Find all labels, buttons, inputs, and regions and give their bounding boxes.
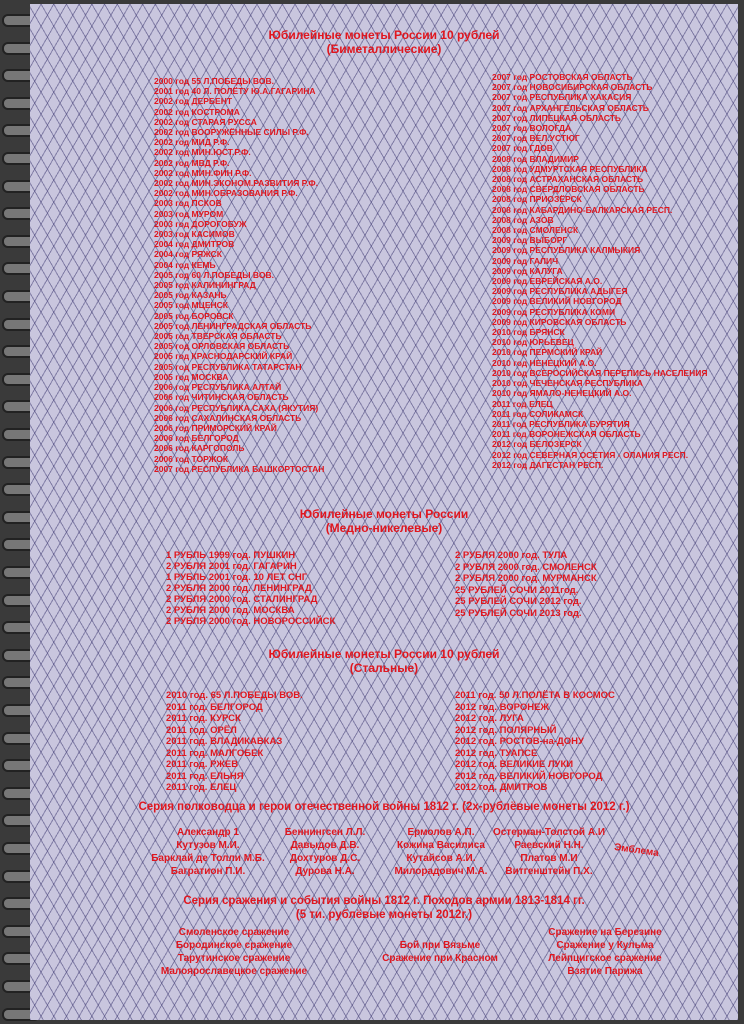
list-item: Барклай де Толли М.Б. [151, 853, 265, 864]
list-item: 2011 год СОЛИКАМСК [492, 408, 584, 419]
list-item: 2005 год МЦЕНСК [154, 300, 228, 311]
list-item: 2011 год. РЖЕВ [166, 759, 239, 770]
list-item: Платов М.И [520, 853, 578, 864]
list-item: 2006 год ЧИТИНСКАЯ ОБЛАСТЬ [154, 392, 289, 403]
steel-left-list [166, 690, 303, 794]
list-item: 2008 год АЗОВ [492, 214, 554, 225]
list-item: 2005 год ТВЕРСКАЯ ОБЛАСТЬ [154, 331, 282, 342]
list-item: 2010 год. 65 Л.ПОБЕДЫ ВОВ. [166, 690, 303, 701]
list-item: 1 РУБЛЬ 1999 год. ПУШКИН [166, 550, 296, 561]
list-item: Беннингсен Л.Л. [284, 827, 366, 838]
list-item: 2008 год КАБАРДИНО-БАЛКАРСКАЯ РЕСП. [492, 204, 673, 215]
list-item: 2011 год. ВЛАДИКАВКАЗ [166, 736, 283, 747]
battles-title [30, 894, 738, 922]
list-item: 2006 год БЕЛГОРОД [154, 433, 239, 444]
bimetal-right-list [492, 72, 707, 470]
list-item: 2011 год. 50 Л.ПОЛЁТА В КОСМОС [455, 690, 615, 701]
list-item: 2009 год РЕСПУБЛИКА АДЫГЕЯ [492, 286, 628, 297]
list-item: Раевский Н.Н. [514, 840, 584, 851]
list-item: 25 РУБЛЕЙ СОЧИ 2011год. [455, 584, 579, 596]
steel-title-line1: Юбилейные монеты России 10 рублей [268, 647, 500, 661]
list-item: 2011 год. ЕЛЬНЯ [166, 770, 244, 782]
emblem-label: Эмблема [613, 841, 660, 860]
list-item: 2002 год ДЕРБЕНТ [154, 96, 233, 107]
bimetal-title [30, 28, 738, 56]
list-item: 2003 год ПСКОВ [154, 198, 222, 209]
list-item: 2008 год ВЛАДИМИР [492, 153, 579, 164]
list-item: 2007 год ЛИПЕЦКАЯ ОБЛАСТЬ [492, 112, 622, 123]
list-item: 2 РУБЛЯ 2000 год. МУРМАНСК [455, 573, 597, 584]
list-item: 2012 год. РОСТОВ-на-ДОНУ [455, 736, 584, 747]
list-item: Дурова Н.А. [295, 866, 355, 877]
list-item: Милорадович М.А. [394, 866, 488, 877]
list-item: 2002 год ВООРУЖЁННЫЕ СИЛЫ Р.Ф. [154, 127, 309, 138]
list-item: 2007 год АРХАНГЕЛЬСКАЯ ОБЛАСТЬ [492, 102, 649, 113]
list-item: Смоленское сражение [178, 927, 290, 938]
list-item: Бородинское сражение [175, 940, 293, 951]
list-item: 2004 год РЯЖСК [154, 249, 222, 260]
battles-title-line1: Серия сражения и события войны 1812 г. Походов армии 1813-1814 гг. [183, 895, 585, 907]
list-item: 2012 год. ПОЛЯРНЫЙ [455, 724, 557, 736]
list-item: Остерман-Толстой А.И [492, 827, 606, 838]
list-item: 2 РУБЛЯ 2001 год. ГАГАРИН [166, 561, 297, 572]
cupronickel-title [30, 507, 738, 535]
list-item: 2009 год РЕСПУБЛИКА КОМИ [492, 306, 616, 317]
list-item: 2005 год КАЗАНЬ [154, 290, 227, 301]
list-item: 2002 год МИН.ЭКОНОМ.РАЗВИТИЯ Р.Ф. [154, 178, 319, 189]
list-item: 2012 год. ЛУГА [455, 713, 524, 724]
cupronickel-right-list [455, 550, 597, 619]
list-item: Малоярославецкое сражение [160, 966, 308, 977]
bimetal-left-list [154, 76, 324, 474]
cupronickel-left-list [166, 550, 335, 627]
list-item: Витгенштейн П.Х. [505, 866, 593, 877]
cupronickel-title-line1: Юбилейные монеты России [299, 507, 469, 521]
commanders-title: Серия полководца и герои отечественной войны 1812 г. (2х-рублёвые монеты 2012 г.) [138, 801, 630, 813]
list-item: 2009 год КИРОВСКАЯ ОБЛАСТЬ [492, 316, 627, 327]
list-item: 2004 год ДМИТРОВ [154, 239, 235, 250]
list-item: 2009 год ГАЛИЧ [492, 255, 559, 266]
list-item: 2007 год РОСТОВСКАЯ ОБЛАСТЬ [492, 72, 633, 82]
list-item: 2011 год РЕСПУБЛИКА БУРЯТИЯ [492, 418, 630, 429]
list-item: 2002 год МИН.ЮСТ.Р.Ф. [154, 147, 251, 158]
list-item: 2012 год. ДМИТРОВ [455, 782, 548, 793]
list-item: 2009 год ВЕЛИКИЙ НОВГОРОД [492, 296, 622, 307]
list-item: Багратион П.И. [170, 866, 246, 877]
list-item: 2010 год НЕНЕЦКИЙ А.О. [492, 357, 597, 368]
list-item: 2012 год СЕВЕРНАЯ ОСЕТИЯ - ОЛАНИЯ РЕСП. [492, 449, 689, 460]
bimetal-title-line2: (Биметаллические) [326, 42, 442, 56]
list-item: Тарутинское сражение [177, 953, 291, 964]
list-item: 2005 год КРАСНОДАРСКИЙ КРАЙ [154, 351, 293, 362]
list-item: 1 РУБЛЬ 2001 год. 10 ЛЕТ СНГ [166, 572, 308, 583]
list-item: 25 РУБЛЕЙ СОЧИ 2012 год. [455, 596, 582, 607]
list-item: 2011 год. ЕЛЕЦ [166, 782, 237, 793]
list-item: 2008 год СМОЛЕНСК [492, 225, 579, 236]
list-item: 2009 год РЕСПУБЛИКА КАЛМЫКИЯ [492, 245, 641, 256]
list-item: 2002 год МИН.ОБРАЗОВАНИЯ Р.Ф. [154, 188, 298, 199]
steel-right-list [455, 690, 615, 794]
list-item: 2002 год МВД Р.Ф. [154, 157, 230, 168]
battles-title-line2: (5 ти. рублёвые монеты 2012г.) [295, 909, 473, 921]
list-item: 2011 год. КУРСК [166, 713, 241, 724]
list-item: 2011 год ЕЛЕЦ [492, 398, 553, 409]
battles-col2 [370, 939, 510, 965]
list-item: Сражение на Березине [548, 927, 662, 938]
list-item: 2006 год ТОРЖОК [154, 453, 229, 464]
list-item: 2011 год. БЕЛГОРОД [166, 701, 263, 713]
list-item: Ермолов А.П. [407, 827, 475, 838]
list-item: 2010 год ЯМАЛО-НЕНЕЦКИЙ А.О. [492, 388, 632, 399]
list-item: 2001 год 40 Л. ПОЛЁТУ Ю.А.ГАГАРИНА [154, 86, 316, 97]
list-item: Давыдов Д.В. [290, 840, 360, 851]
list-item: 2008 год УДМУРТСКАЯ РЕСПУБЛИКА [492, 163, 648, 174]
list-item: Кожина Василиса [397, 840, 485, 851]
list-item: 2011 год. ОРЁЛ [166, 724, 237, 736]
list-item: 2005 год ОРЛОВСКАЯ ОБЛАСТЬ [154, 341, 290, 352]
list-item: 2002 год МИН.ФИН Р.Ф. [154, 167, 252, 178]
list-item: 2003 год ДОРОГОБУЖ [154, 218, 247, 229]
list-item: 2 РУБЛЯ 2000 год. ТУЛА [455, 550, 568, 561]
list-item: 2011 год. МАЛГОБЕК [166, 747, 264, 759]
list-item: 2 РУБЛЯ 2000 год. СТАЛИНГРАД [166, 594, 318, 605]
list-item: Дохтуров Д.С. [289, 853, 361, 864]
list-item: 2002 год МИД Р.Ф. [154, 137, 230, 148]
list-item: Взятие Парижа [567, 966, 643, 977]
list-item: 2005 год 60 Л.ПОБЕДЫ ВОВ. [154, 269, 274, 280]
steel-title-line2: (Стальные) [349, 661, 419, 675]
list-item: 2007 год РЕСПУБЛИКА БАШКОРТОСТАН [154, 463, 325, 474]
list-item: 2008 год СВЕРДЛОВСКАЯ ОБЛАСТЬ [492, 184, 645, 195]
list-item: 2009 год ЕВРЕЙСКАЯ А.О. [492, 276, 603, 287]
battles-col1 [148, 926, 320, 978]
list-item: 2004 год КЕМЬ [154, 259, 216, 270]
list-item: 2006 год ПРИМОРСКИЙ КРАЙ [154, 422, 277, 433]
list-item: 2003 год МУРОМ [154, 208, 224, 219]
list-item: 2002 год СТАРАЯ РУССА [154, 116, 257, 127]
battles-col3 [530, 926, 680, 978]
list-item: 2009 год ВЫБОРГ [492, 235, 568, 246]
list-item: Сражение при Красном [382, 953, 498, 964]
list-item: 2000 год 55 Л.ПОБЕДЫ ВОВ. [154, 76, 274, 86]
list-item: 2005 год КАЛИНИНГРАД [154, 280, 256, 291]
list-item: 2 РУБЛЯ 2000 год. ЛЕНИНГРАД [166, 583, 312, 594]
list-item: 2007 год ГДОВ [492, 143, 553, 154]
list-item: 2011 год ВОРОНЕЖСКАЯ ОБЛАСТЬ [492, 429, 641, 440]
list-item: 2010 год ПЕРМСКИЙ КРАЙ [492, 347, 603, 358]
list-item: 2006 год РЕСПУБЛИКА АЛТАЙ [154, 382, 282, 393]
list-item: 2010 год ЧЕЧЕНСКАЯ РЕСПУБЛИКА [492, 378, 644, 389]
list-item: 2 РУБЛЯ 2000 год. НОВОРОССИЙСК [166, 616, 336, 627]
list-item: 2012 год БЕЛОЗЕРСК [492, 439, 582, 450]
list-item: 25 РУБЛЕЙ СОЧИ 2013 год. [455, 607, 582, 619]
list-item: 2003 год КАСИМОВ [154, 229, 235, 240]
commanders-col4 [488, 826, 610, 878]
list-item: Александр 1 [177, 827, 239, 838]
list-item: 2008 год АСТРАХАНСКАЯ ОБЛАСТЬ [492, 174, 644, 185]
list-item: Бой при Вязьме [399, 940, 481, 951]
catalog-page [30, 4, 738, 1020]
cupronickel-title-line2: (Медно-никелевые) [325, 521, 443, 535]
list-item: 2008 год ПРИОЗЁРСК [492, 194, 582, 205]
list-item: 2005 год МОСКВА [154, 371, 229, 382]
list-item: 2010 год ВСЕРОСИЙСКАЯ ПЕРЕПИСЬ НАСЕЛЕНИЯ [492, 367, 708, 378]
list-item: 2007 год ВОЛОГДА [492, 123, 572, 134]
list-item: 2 РУБЛЯ 2000 год. СМОЛЕНСК [455, 561, 597, 573]
list-item: 2002 год КОСТРОМА [154, 106, 240, 117]
list-item: 2012 год. ВЕЛИКИЙ НОВГОРОД [455, 770, 603, 782]
list-item: 2010 год ЮРЬЕВЕЦ [492, 337, 574, 348]
list-item: 2007 год ВЕЛ.УСТЮГ [492, 133, 580, 144]
list-item: 2007 год РЕСПУБЛИКА ХАКАСИЯ [492, 92, 632, 103]
list-item: 2012 год. ВОРОНЕЖ [455, 701, 549, 713]
bimetal-title-line1: Юбилейные монеты России 10 рублей [268, 28, 500, 42]
list-item: 2012 год. ТУАПСЕ [455, 747, 538, 759]
list-item: 2005 год БОРОВСК [154, 310, 234, 321]
list-item: 2005 год РЕСПУБЛИКА ТАТАРСТАН [154, 361, 302, 372]
list-item: 2010 год БРЯНСК [492, 327, 565, 338]
list-item: Кутузов М.И. [176, 840, 240, 851]
list-item: Сражение у Кульма [556, 940, 654, 951]
steel-title [30, 647, 738, 675]
list-item: 2006 год САХАЛИНСКАЯ ОБЛАСТЬ [154, 412, 302, 423]
list-item: 2005 год ЛЕНИНГРАДСКАЯ ОБЛАСТЬ [154, 320, 312, 331]
list-item: 2007 год НОВОСИБИРСКАЯ ОБЛАСТЬ [492, 82, 653, 93]
list-item: 2006 год КАРГОПОЛЬ [154, 443, 245, 454]
list-item: Лейпцигское сражение [548, 953, 662, 964]
list-item: 2009 год КАЛУГА [492, 265, 563, 276]
commanders-col2 [270, 826, 380, 878]
commanders-col3 [382, 826, 500, 878]
list-item: 2 РУБЛЯ 2000 год. МОСКВА [166, 605, 295, 616]
list-item: 2006 год РЕСПУБЛИКА САХА (ЯКУТИЯ) [154, 402, 319, 413]
list-item: Кутайсов А.И. [406, 853, 476, 864]
commanders-col1 [148, 826, 268, 878]
list-item: 2012 год ДАГЕСТАН РЕСП. [492, 459, 604, 470]
list-item: 2012 год. ВЕЛИКИЕ ЛУКИ [455, 759, 574, 770]
